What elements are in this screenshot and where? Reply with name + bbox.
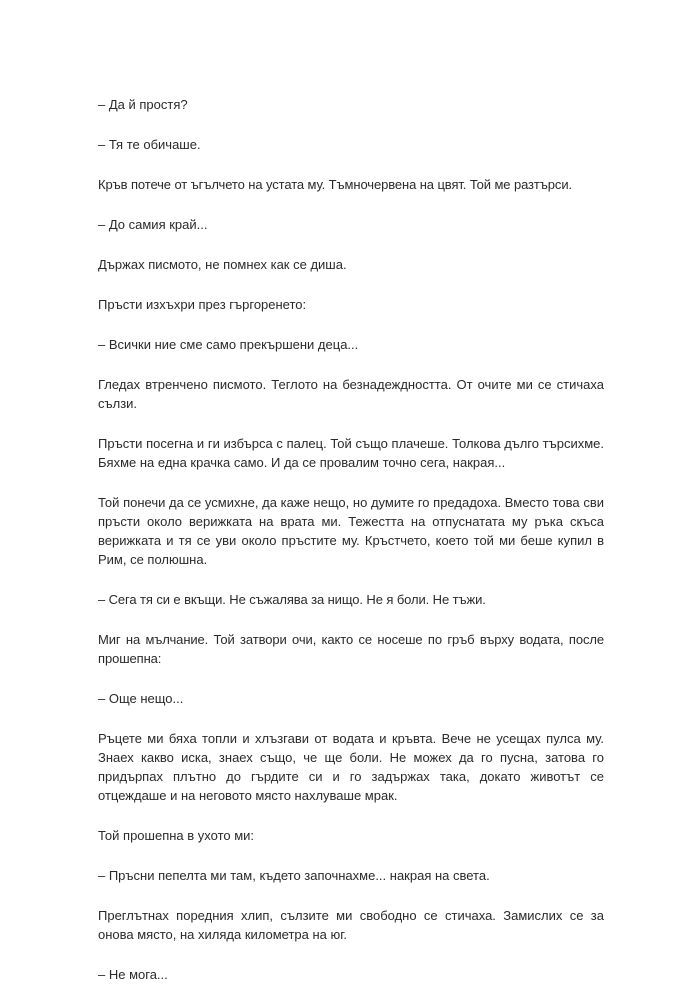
paragraph-6: Пръсти изхъхри през гъргоренето: [98, 297, 307, 312]
paragraph-3: Кръв потече от ъгълчето на устата му. Тъмночервена на цвят. Той ме разтърси. [98, 177, 572, 192]
document-body [98, 95, 604, 1005]
paragraph-2: – Тя те обичаше. [98, 137, 201, 152]
paragraph-13: – Още нещо... [98, 691, 184, 706]
paragraph-5: Държах писмото, не помнех как се диша. [98, 257, 347, 272]
paragraph-12: Миг на мълчание. Той затвори очи, както се носеше по гръб върху водата, после прошепна: [98, 632, 604, 666]
paragraph-7: – Всички ние сме само прекършени деца... [98, 337, 359, 352]
paragraph-16: – Пръсни пепелта ми там, където започнахме... накрая на света. [98, 868, 490, 883]
paragraph-15: Той прошепна в ухото ми: [98, 828, 255, 843]
paragraph-9: Пръсти посегна и ги избърса с палец. Той също плачеше. Толкова дълго търсихме. Бяхме на една крачка само. И да се провалим точно сега, накрая... [98, 436, 604, 470]
paragraph-14: Ръцете ми бяха топли и хлъзгави от водата и кръвта. Вече не усещах пулса му. Знаех какво иска, знаех също, че ще боли. Не можех да го пусна, затова го придърпах плътно до гърдите си и го задържах така, докато животът се отцеждаше и на неговото място нахлуваше мрак. [98, 731, 604, 803]
paragraph-17: Преглътнах поредния хлип, сълзите ми свободно се стичаха. Замислих се за онова място, на хиляда километра на юг. [98, 908, 604, 942]
paragraph-10: Той понечи да се усмихне, да каже нещо, но думите го предадоха. Вместо това сви пръсти около верижката на врата ми. Тежестта на отпуснатата му ръка скъса верижката и тя се уви около пръстите му. Кръстчето, което той ми беше купил в Рим, се полюшна. [98, 495, 604, 567]
paragraph-4: – До самия край... [98, 217, 208, 232]
paragraph-11: – Сега тя си е вкъщи. Не съжалява за нищо. Не я боли. Не тъжи. [98, 592, 486, 607]
paragraph-8: Гледах втренчено писмото. Теглото на безнадеждността. От очите ми се стичаха сълзи. [98, 377, 604, 411]
paragraph-18: – Не мога... [98, 967, 168, 982]
paragraph-1: – Да й простя? [98, 97, 188, 112]
